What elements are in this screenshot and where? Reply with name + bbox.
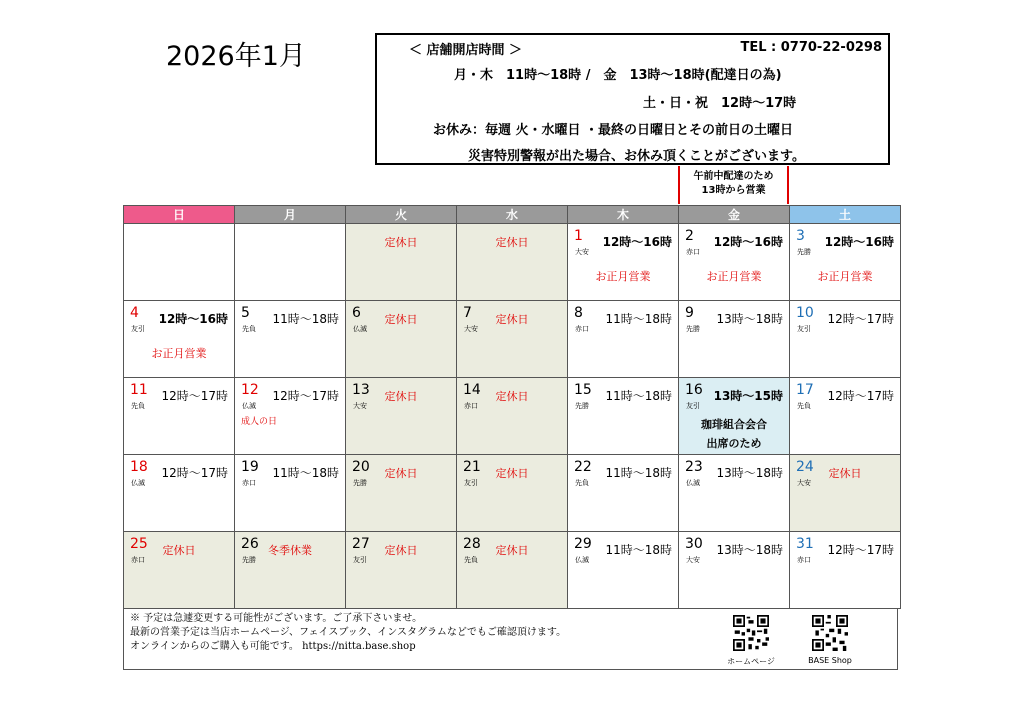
day-hours: 12時～16時 <box>713 235 783 249</box>
holiday-label: 成人の日 <box>241 417 278 427</box>
weekday-header: 水 <box>457 206 568 224</box>
rokuyo-label: 友引 <box>464 479 478 487</box>
weekday-header: 土 <box>790 206 901 224</box>
day-number: 7 <box>463 305 472 321</box>
day-hours: 11時～18時 <box>272 312 339 326</box>
calendar-day <box>124 455 235 532</box>
calendar-day <box>235 378 346 455</box>
rokuyo-label: 先勝 <box>575 402 589 410</box>
day-hours: 12時～17時 <box>827 312 894 326</box>
day-number: 25 <box>130 536 148 552</box>
rokuyo-label: 仏滅 <box>686 479 700 487</box>
day-hours: 12時～17時 <box>827 543 894 557</box>
day-number: 14 <box>463 382 481 398</box>
day-hours: 13時～18時 <box>716 312 783 326</box>
closed-label: 定休日 <box>495 236 529 249</box>
day-number: 4 <box>130 305 139 321</box>
day-number: 27 <box>352 536 370 552</box>
calendar-day <box>790 301 901 378</box>
page-title: 2026年1月 <box>166 41 306 72</box>
rokuyo-label: 赤口 <box>464 402 478 410</box>
day-number: 12 <box>241 382 259 398</box>
day-hours: 11時～18時 <box>605 312 672 326</box>
calendar-day <box>457 532 568 609</box>
calendar-day <box>568 455 679 532</box>
weekday-header: 火 <box>346 206 457 224</box>
event-label: お正月営業 <box>817 270 873 283</box>
day-number: 19 <box>241 459 259 475</box>
base-shop-qr-label: BASE Shop <box>808 656 852 665</box>
rokuyo-label: 仏滅 <box>242 402 256 410</box>
day-hours: 12時～17時 <box>161 466 228 480</box>
day-number: 9 <box>685 305 694 321</box>
closed-label: 冬季休業 <box>268 544 312 557</box>
calendar-day <box>790 455 901 532</box>
calendar-day <box>124 224 235 301</box>
calendar-day <box>124 532 235 609</box>
rokuyo-label: 赤口 <box>242 479 256 487</box>
rokuyo-label: 赤口 <box>131 556 145 564</box>
calendar-day <box>679 224 790 301</box>
rokuyo-label: 仏滅 <box>353 325 367 333</box>
day-number: 13 <box>352 382 370 398</box>
day-hours: 13時～18時 <box>716 466 783 480</box>
calendar-week <box>124 532 901 609</box>
closed-label: 定休日 <box>828 467 862 480</box>
day-hours: 12時～17時 <box>827 389 894 403</box>
calendar-day <box>790 224 901 301</box>
day-number: 11 <box>130 382 148 398</box>
weekday-header-row <box>124 206 901 224</box>
footer-line3: オンラインからのご購入も可能です。 https://nitta.base.shop <box>130 641 416 652</box>
calendar-day <box>790 378 901 455</box>
calendar-day <box>568 378 679 455</box>
calendar-week <box>124 224 901 301</box>
calendar-day <box>679 532 790 609</box>
rokuyo-label: 大安 <box>797 479 811 487</box>
rokuyo-label: 友引 <box>686 402 700 410</box>
rokuyo-label: 先勝 <box>353 479 367 487</box>
day-number: 31 <box>796 536 814 552</box>
weekday-header: 月 <box>235 206 346 224</box>
day-number: 22 <box>574 459 592 475</box>
calendar-day <box>235 532 346 609</box>
rokuyo-label: 先負 <box>797 402 811 410</box>
hours-weekday: 月・木 11時～18時 / 金 13時～18時(配達日の為) <box>454 68 782 83</box>
calendar-day <box>679 455 790 532</box>
day-hours: 11時～18時 <box>605 389 672 403</box>
day-number: 30 <box>685 536 703 552</box>
calendar-day <box>568 224 679 301</box>
day-number: 29 <box>574 536 592 552</box>
calendar-day <box>124 378 235 455</box>
calendar-day <box>679 378 790 455</box>
rokuyo-label: 赤口 <box>686 248 700 256</box>
rokuyo-label: 友引 <box>797 325 811 333</box>
homepage-qr-label: ホームページ <box>727 657 775 666</box>
calendar-day <box>346 532 457 609</box>
rokuyo-label: 先勝 <box>242 556 256 564</box>
event-label: お正月営業 <box>151 347 207 360</box>
calendar-day <box>235 224 346 301</box>
special-note-line2: 出席のため <box>706 437 762 450</box>
day-hours: 13時～18時 <box>716 543 783 557</box>
rokuyo-label: 先負 <box>575 479 589 487</box>
footer-line2: 最新の営業予定は当店ホームページ、フェイスブック、インスタグラムなどでもご確認頂けます。 <box>130 627 567 638</box>
closed-label: 定休日 <box>162 544 196 557</box>
base-shop-qr-code[interactable] <box>812 615 848 651</box>
weekday-header: 金 <box>679 206 790 224</box>
day-number: 10 <box>796 305 814 321</box>
calendar-day <box>235 455 346 532</box>
footer-line1: ※ 予定は急遽変更する可能性がございます。ご了承下さいませ。 <box>130 613 423 624</box>
rokuyo-label: 赤口 <box>797 556 811 564</box>
calendar-day <box>457 378 568 455</box>
day-hours: 11時～18時 <box>605 466 672 480</box>
day-number: 16 <box>685 382 703 398</box>
special-note <box>679 415 789 453</box>
calendar-day <box>124 301 235 378</box>
closed-label: 定休日 <box>384 544 418 557</box>
calendar-day <box>346 455 457 532</box>
day-hours: 11時～18時 <box>605 543 672 557</box>
closed-label: 定休日 <box>495 544 529 557</box>
day-number: 26 <box>241 536 259 552</box>
event-label: お正月営業 <box>706 270 762 283</box>
closed-label: 定休日 <box>495 390 529 403</box>
day-hours: 12時～16時 <box>602 235 672 249</box>
day-number: 18 <box>130 459 148 475</box>
closed-label: 定休日 <box>495 467 529 480</box>
day-number: 1 <box>574 228 583 244</box>
weekday-header: 木 <box>568 206 679 224</box>
friday-note-line2: 13時から営業 <box>701 185 766 196</box>
calendar-week <box>124 301 901 378</box>
calendar-grid <box>123 205 901 609</box>
rokuyo-label: 大安 <box>353 402 367 410</box>
calendar-week <box>124 455 901 532</box>
day-hours: 12時～17時 <box>272 389 339 403</box>
closed-label: 定休日 <box>384 313 418 326</box>
day-number: 21 <box>463 459 481 475</box>
rokuyo-label: 大安 <box>464 325 478 333</box>
calendar-day <box>790 532 901 609</box>
store-hours-box <box>375 33 890 165</box>
calendar-day <box>457 455 568 532</box>
day-hours: 11時～18時 <box>272 466 339 480</box>
event-label: お正月営業 <box>595 270 651 283</box>
rokuyo-label: 友引 <box>353 556 367 564</box>
day-number: 6 <box>352 305 361 321</box>
disaster-notice: 災害特別警報が出た場合、お休み頂くことがございます。 <box>468 149 805 164</box>
special-note-line1: 珈琲組合会合 <box>701 418 767 431</box>
day-hours: 12時～16時 <box>158 312 228 326</box>
calendar-day <box>346 378 457 455</box>
rokuyo-label: 大安 <box>575 248 589 256</box>
closed-days: お休み：毎週 火・水曜日 ・最終の日曜日とその前日の土曜日 <box>433 123 794 138</box>
rokuyo-label: 先勝 <box>797 248 811 256</box>
rokuyo-label: 先負 <box>242 325 256 333</box>
day-number: 20 <box>352 459 370 475</box>
rokuyo-label: 大安 <box>686 556 700 564</box>
day-number: 2 <box>685 228 694 244</box>
day-number: 3 <box>796 228 805 244</box>
rokuyo-label: 友引 <box>131 325 145 333</box>
closed-label: 定休日 <box>384 467 418 480</box>
calendar-week <box>124 378 901 455</box>
friday-note-line1: 午前中配達のため <box>693 171 774 182</box>
hours-weekend: 土・日・祝 12時～17時 <box>643 96 797 111</box>
rokuyo-label: 赤口 <box>575 325 589 333</box>
calendar-day <box>457 301 568 378</box>
homepage-qr-code[interactable] <box>733 615 769 651</box>
calendar-day <box>457 224 568 301</box>
calendar-day <box>679 301 790 378</box>
day-number: 5 <box>241 305 250 321</box>
day-hours: 12時～16時 <box>824 235 894 249</box>
phone-number: TEL : 0770-22-0298 <box>740 40 882 55</box>
day-number: 23 <box>685 459 703 475</box>
day-number: 28 <box>463 536 481 552</box>
friday-note <box>678 166 789 204</box>
calendar-day <box>235 301 346 378</box>
day-hours: 13時～15時 <box>713 389 783 403</box>
day-number: 24 <box>796 459 814 475</box>
calendar-day <box>568 301 679 378</box>
calendar-day <box>346 224 457 301</box>
day-number: 8 <box>574 305 583 321</box>
rokuyo-label: 仏滅 <box>131 479 145 487</box>
rokuyo-label: 先負 <box>131 402 145 410</box>
closed-label: 定休日 <box>495 313 529 326</box>
calendar-day <box>568 532 679 609</box>
closed-label: 定休日 <box>384 236 418 249</box>
day-hours: 12時～17時 <box>161 389 228 403</box>
day-number: 17 <box>796 382 814 398</box>
calendar-day <box>346 301 457 378</box>
closed-label: 定休日 <box>384 390 418 403</box>
hours-heading: ＜ 店舗開店時間 ＞ <box>409 43 523 58</box>
day-number: 15 <box>574 382 592 398</box>
rokuyo-label: 仏滅 <box>575 556 589 564</box>
weekday-header: 日 <box>124 206 235 224</box>
rokuyo-label: 先勝 <box>686 325 700 333</box>
rokuyo-label: 先負 <box>464 556 478 564</box>
